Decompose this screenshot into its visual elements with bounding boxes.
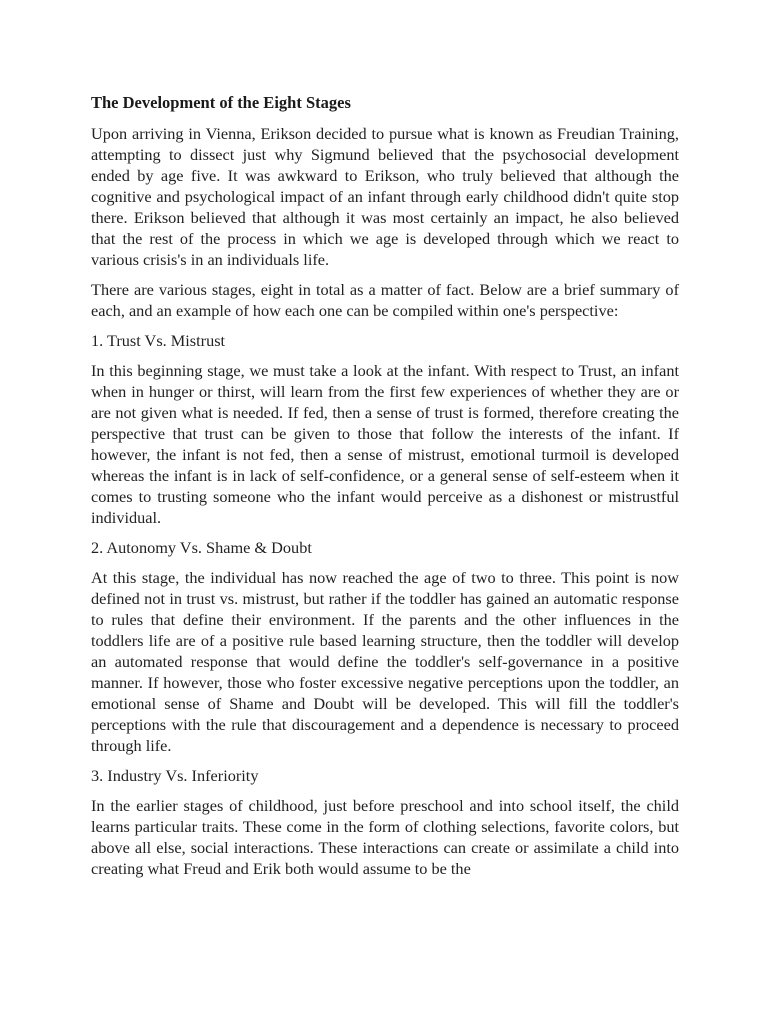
section-heading-industry: 3. Industry Vs. Inferiority [91,766,259,785]
intro-paragraph: Upon arriving in Vienna, Erikson decided to pursue what is known as Freudian Training, attempting to dissect just why Sigmund believed that the psychosocial development ended by age five. It was awkward to Erikson, who truly believed that although the cognitive and psychological impact of an infant through early childhood didn't quite stop there. Erikson believed that although it was most certainly an impact, he also believed that the rest of the process in which we age is developed through which we react to various crisis's in an individuals life. [91,124,679,269]
section-heading-autonomy: 2. Autonomy Vs. Shame & Doubt [91,538,312,557]
section-heading-trust: 1. Trust Vs. Mistrust [91,331,226,350]
section-paragraph-industry: In the earlier stages of childhood, just before preschool and into school itself, the child learns particular traits. These come in the form of clothing selections, favorite colors, but above all else, social interactions. These interactions can create or assimilate a child into creating what Freud and Erik both would assume to be the [91,796,679,878]
section-paragraph-trust: In this beginning stage, we must take a look at the infant. With respect to Trust, an infant when in hunger or thirst, will learn from the first few experiences of whether they are or are not given what is needed. If fed, then a sense of trust is formed, therefore creating the perspective that trust can be given to those that follow the interests of the infant. If however, the infant is not fed, then a sense of mistrust, emotional turmoil is developed whereas the infant is in lack of self-confidence, or a general sense of self-esteem when it comes to trusting someone who the infant would perceive as a dishonest or mistrustful individual. [91,361,679,527]
document-page [91,92,679,888]
section-paragraph-autonomy: At this stage, the individual has now reached the age of two to three. This point is now defined not in trust vs. mistrust, but rather if the toddler has gained an automatic response to rules that define their environment. If the parents and the other influences in the toddlers life are of a positive rule based learning structure, then the toddler will develop an automated response that would define the toddler's self-governance in a positive manner. If however, those who foster excessive negative perceptions upon the toddler, an emotional sense of Shame and Doubt will be developed. This will fill the toddler's perceptions with the rule that discouragement and a dependence is necessary to proceed through life. [91,568,679,755]
document-title: The Development of the Eight Stages [91,93,351,112]
intro-paragraph: There are various stages, eight in total as a matter of fact. Below are a brief summary of each, and an example of how each one can be compiled within one's perspective: [91,280,679,320]
